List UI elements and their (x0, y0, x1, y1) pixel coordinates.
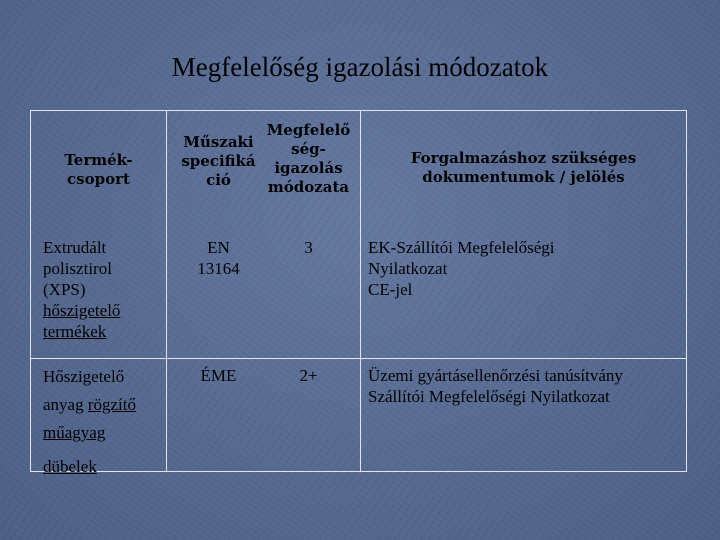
slide-title: Megfelelőség igazolási módozatok (171, 52, 549, 82)
row-divider (31, 358, 686, 359)
header-product-group: Termék- csoport (64, 151, 133, 188)
header-conformity-method: Megfelelő ség- igazolás módozata (266, 121, 351, 196)
row1-method: 3 (304, 238, 313, 257)
row1-spec: EN 13164 (197, 238, 240, 278)
row2-spec: ÉME (200, 366, 237, 385)
header-technical-spec: Műszaki specifiká ció (181, 133, 256, 189)
header-documents: Forgalmazáshoz szükséges dokumentumok / jelölés (410, 149, 637, 186)
row2-method: 2+ (299, 366, 318, 385)
row1-product: Extrudált polisztirol (XPS) hőszigetelő termékek (43, 238, 121, 341)
conformity-table (30, 110, 687, 476)
row2-product: Hőszigetelő anyag rögzítő műagyag dübelek (43, 367, 136, 476)
row1-documents: EK-Szállítói Megfelelőségi Nyilatkozat CE-jel (368, 238, 555, 299)
row2-documents: Üzemi gyártásellenőrzési tanúsítvány Szállítói Megfelelőségi Nyilatkozat (368, 366, 623, 406)
column-divider (360, 111, 361, 471)
column-divider (166, 111, 167, 471)
